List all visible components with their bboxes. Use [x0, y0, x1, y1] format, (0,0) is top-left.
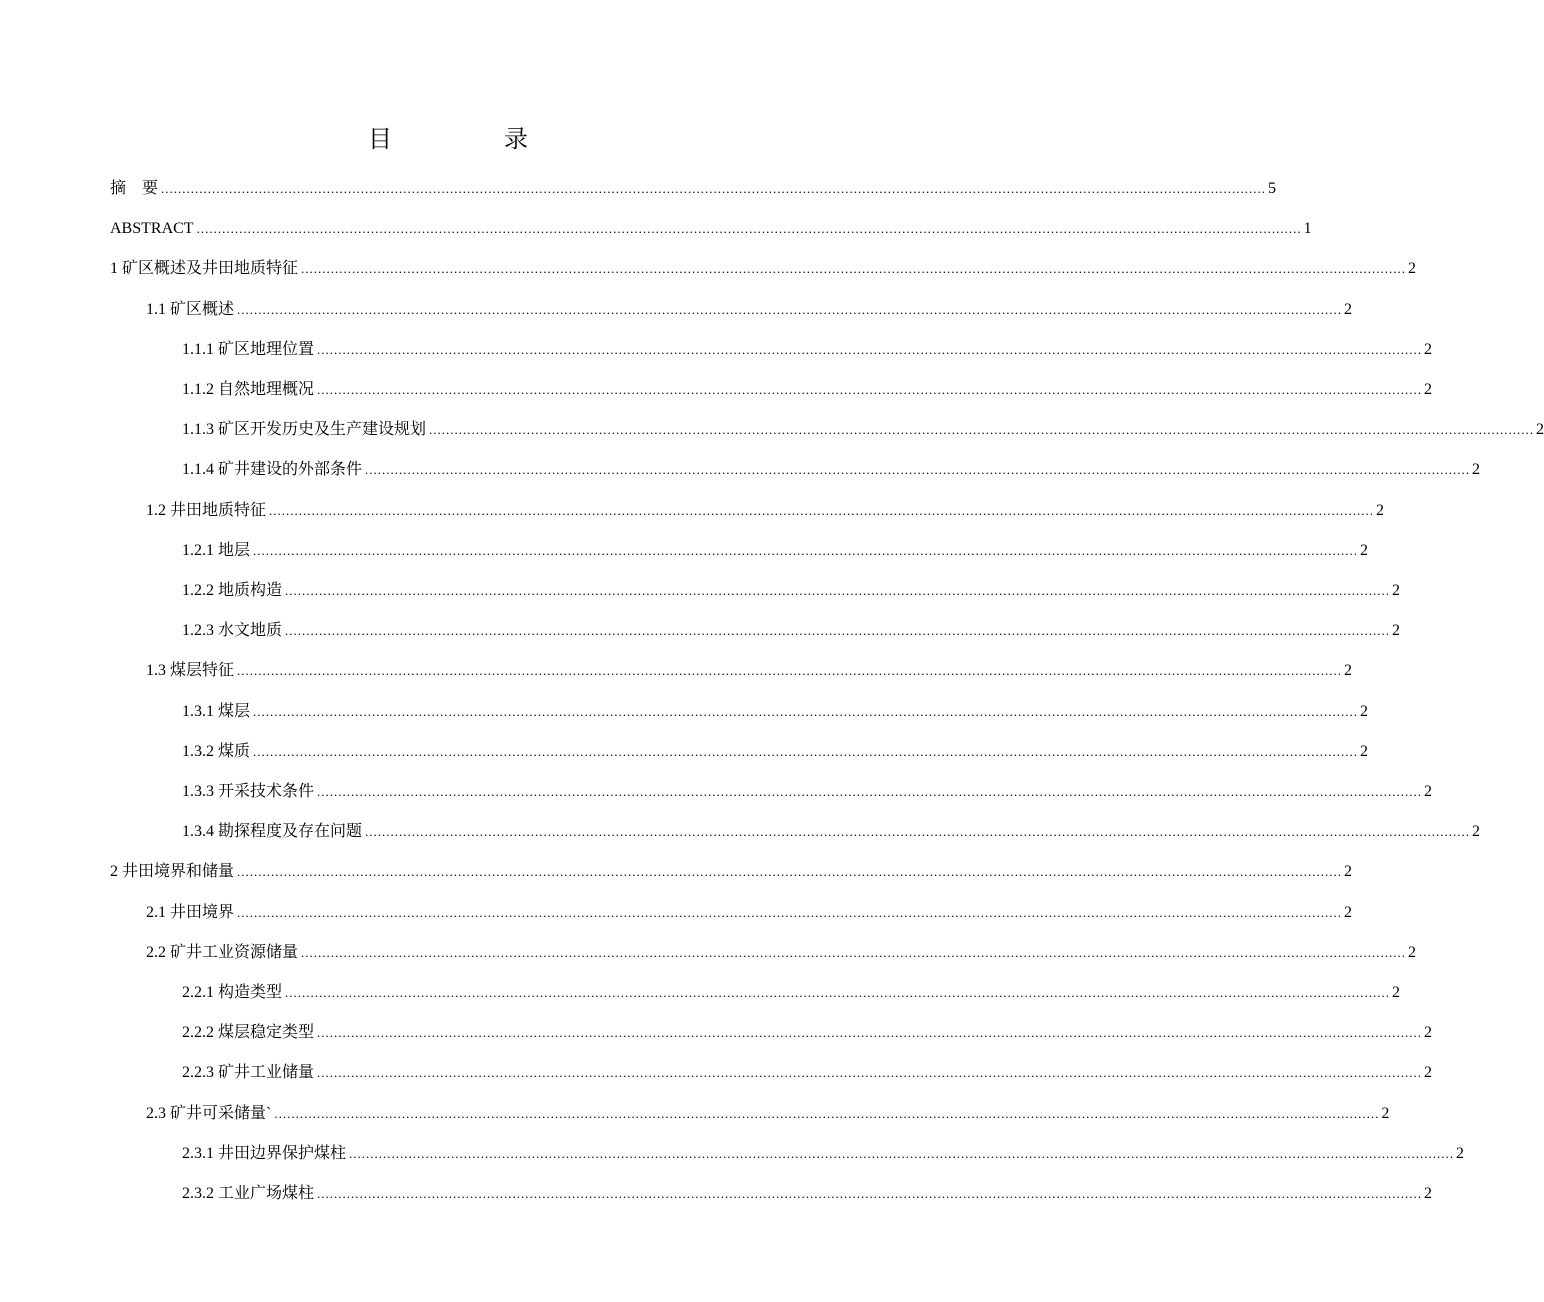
- toc-entry-label: 1.3.3 开采技术条件: [182, 783, 315, 800]
- toc-leader-dots: ....................................................................................................................................................................................................................................................................: [285, 623, 1391, 639]
- toc-entry-page-number: 2: [1381, 1104, 1390, 1122]
- toc-leader-dots: ....................................................................................................................................................................................................................................................................: [253, 703, 1359, 719]
- toc-entry-label: 2.2.1 构造类型: [182, 984, 283, 1001]
- toc-entry-page-number: 2: [1344, 863, 1353, 881]
- toc-entry-label: 2.3 矿井可采储量`: [146, 1104, 272, 1122]
- toc-leader-dots: ....................................................................................................................................................................................................................................................................: [274, 1105, 1380, 1121]
- toc-leader-dots: ....................................................................................................................................................................................................................................................................: [317, 1025, 1423, 1041]
- toc-entry[interactable]: [182, 1139, 1465, 1169]
- toc-entry-page-number: 2: [1392, 622, 1401, 640]
- toc-title: 目 录: [368, 125, 572, 153]
- toc-entry[interactable]: [182, 335, 1433, 365]
- toc-entry[interactable]: [182, 1018, 1433, 1048]
- toc-entry-label: 1.3.2 煤质: [182, 742, 251, 760]
- toc-entry-label: 1 矿区概述及井田地质特征: [110, 260, 299, 278]
- toc-entry-label: 摘 要: [110, 180, 159, 197]
- toc-leader-dots: ....................................................................................................................................................................................................................................................................: [349, 1145, 1455, 1161]
- toc-leader-dots: ....................................................................................................................................................................................................................................................................: [365, 824, 1471, 840]
- toc-leader-dots: ....................................................................................................................................................................................................................................................................: [237, 301, 1343, 317]
- toc-entry-page-number: 2: [1536, 421, 1544, 439]
- toc-entry-page-number: 2: [1360, 541, 1369, 559]
- toc-entry-page-number: 2: [1424, 783, 1433, 800]
- toc-entry-label: 1.3.4 勘探程度及存在问题: [182, 823, 363, 841]
- toc-entry-page-number: 2: [1392, 582, 1401, 599]
- toc-entry-label: 1.2.3 水文地质: [182, 622, 283, 640]
- toc-entry-page-number: 2: [1472, 823, 1481, 841]
- toc-entry-label: 2 井田境界和储量: [110, 863, 235, 881]
- toc-entry-label: 2.2.2 煤层稳定类型: [182, 1024, 315, 1042]
- toc-leader-dots: ....................................................................................................................................................................................................................................................................: [317, 382, 1423, 397]
- toc-entry[interactable]: [146, 1099, 1390, 1129]
- toc-entry[interactable]: [146, 898, 1353, 928]
- toc-entry-label: 2.1 井田境界: [146, 903, 235, 921]
- toc-leader-dots: ....................................................................................................................................................................................................................................................................: [269, 502, 1375, 518]
- toc-entry-label: 1.1.3 矿区开发历史及生产建设规划: [182, 421, 427, 439]
- toc-leader-dots: ....................................................................................................................................................................................................................................................................: [285, 583, 1391, 598]
- toc-entry-page-number: 2: [1392, 984, 1401, 1001]
- toc-leader-dots: ....................................................................................................................................................................................................................................................................: [237, 663, 1343, 679]
- toc-entry[interactable]: [110, 857, 1353, 887]
- toc-entry-label: 1.1.4 矿井建设的外部条件: [182, 461, 363, 479]
- toc-entry[interactable]: [146, 938, 1417, 968]
- toc-entry[interactable]: [182, 817, 1481, 847]
- toc-entry[interactable]: [182, 697, 1369, 727]
- toc-entry-page-number: 5: [1268, 180, 1277, 197]
- toc-entry[interactable]: [182, 978, 1401, 1008]
- toc-entry-label: 1.1 矿区概述: [146, 300, 235, 318]
- toc-entry-page-number: 2: [1376, 501, 1385, 519]
- toc-entry-label: 1.3 煤层特征: [146, 662, 235, 680]
- toc-leader-dots: ....................................................................................................................................................................................................................................................................: [301, 261, 1407, 277]
- toc-leader-dots: ....................................................................................................................................................................................................................................................................: [196, 221, 1302, 237]
- toc-entry-label: 1.1.2 自然地理概况: [182, 381, 315, 398]
- toc-entry-page-number: 2: [1456, 1144, 1465, 1162]
- toc-entry-page-number: 2: [1472, 461, 1481, 479]
- toc-entry[interactable]: [146, 656, 1353, 686]
- toc-entry[interactable]: [146, 496, 1385, 526]
- toc-entry-page-number: 1: [1303, 220, 1312, 238]
- toc-leader-dots: ....................................................................................................................................................................................................................................................................: [317, 1186, 1423, 1201]
- toc-leader-dots: ....................................................................................................................................................................................................................................................................: [237, 864, 1343, 880]
- toc-entry[interactable]: [182, 536, 1369, 566]
- toc-entry-page-number: 2: [1424, 381, 1433, 398]
- toc-entry-label: 2.2.3 矿井工业储量: [182, 1064, 315, 1082]
- toc-leader-dots: ....................................................................................................................................................................................................................................................................: [365, 462, 1471, 478]
- toc-leader-dots: ....................................................................................................................................................................................................................................................................: [317, 341, 1423, 357]
- toc-leader-dots: ....................................................................................................................................................................................................................................................................: [317, 1065, 1423, 1081]
- toc-entry[interactable]: [182, 375, 1433, 405]
- toc-entry[interactable]: [182, 777, 1433, 807]
- toc-leader-dots: ....................................................................................................................................................................................................................................................................: [253, 542, 1359, 558]
- toc-entry-page-number: 2: [1360, 742, 1369, 760]
- toc-leader-dots: ....................................................................................................................................................................................................................................................................: [317, 784, 1423, 799]
- toc-entry[interactable]: [182, 1058, 1433, 1088]
- toc-entry-page-number: 2: [1408, 943, 1417, 961]
- toc-entry-page-number: 2: [1344, 300, 1353, 318]
- toc-entry-label: ABSTRACT: [110, 220, 194, 238]
- toc-entry-label: 1.2.2 地质构造: [182, 582, 283, 599]
- toc-entry-page-number: 2: [1424, 340, 1433, 358]
- toc-entry-page-number: 2: [1408, 260, 1417, 278]
- toc-entry[interactable]: [110, 254, 1417, 284]
- toc-leader-dots: ....................................................................................................................................................................................................................................................................: [285, 985, 1391, 1000]
- toc-entry[interactable]: [182, 576, 1401, 606]
- toc-entry-label: 1.2 井田地质特征: [146, 501, 267, 519]
- toc-leader-dots: ....................................................................................................................................................................................................................................................................: [253, 743, 1359, 759]
- toc-entry[interactable]: [110, 214, 1312, 244]
- toc-entry[interactable]: [146, 295, 1353, 325]
- toc-entry[interactable]: [182, 1179, 1433, 1209]
- toc-entry-label: 1.1.1 矿区地理位置: [182, 340, 315, 358]
- toc-entry-page-number: 2: [1424, 1024, 1433, 1042]
- toc-entry[interactable]: [182, 616, 1401, 646]
- toc-entry[interactable]: [182, 455, 1481, 485]
- toc-entry-label: 2.3.1 井田边界保护煤柱: [182, 1144, 347, 1162]
- toc-entry-label: 2.2 矿井工业资源储量: [146, 943, 299, 961]
- toc-entry-page-number: 2: [1360, 702, 1369, 720]
- toc-entry-page-number: 2: [1344, 662, 1353, 680]
- toc-entry[interactable]: [182, 415, 1544, 445]
- toc-leader-dots: ....................................................................................................................................................................................................................................................................: [161, 181, 1267, 196]
- toc-entry-page-number: 2: [1344, 903, 1353, 921]
- toc-entry-label: 2.3.2 工业广场煤柱: [182, 1185, 315, 1202]
- toc-entry-page-number: 2: [1424, 1185, 1433, 1202]
- toc-leader-dots: ....................................................................................................................................................................................................................................................................: [429, 422, 1535, 438]
- toc-entry[interactable]: [110, 174, 1277, 204]
- toc-entry-label: 1.2.1 地层: [182, 541, 251, 559]
- toc-leader-dots: ....................................................................................................................................................................................................................................................................: [237, 904, 1343, 920]
- toc-entry[interactable]: [182, 737, 1369, 767]
- toc-entry-label: 1.3.1 煤层: [182, 702, 251, 720]
- toc-leader-dots: ....................................................................................................................................................................................................................................................................: [301, 944, 1407, 960]
- toc-entry-page-number: 2: [1424, 1064, 1433, 1082]
